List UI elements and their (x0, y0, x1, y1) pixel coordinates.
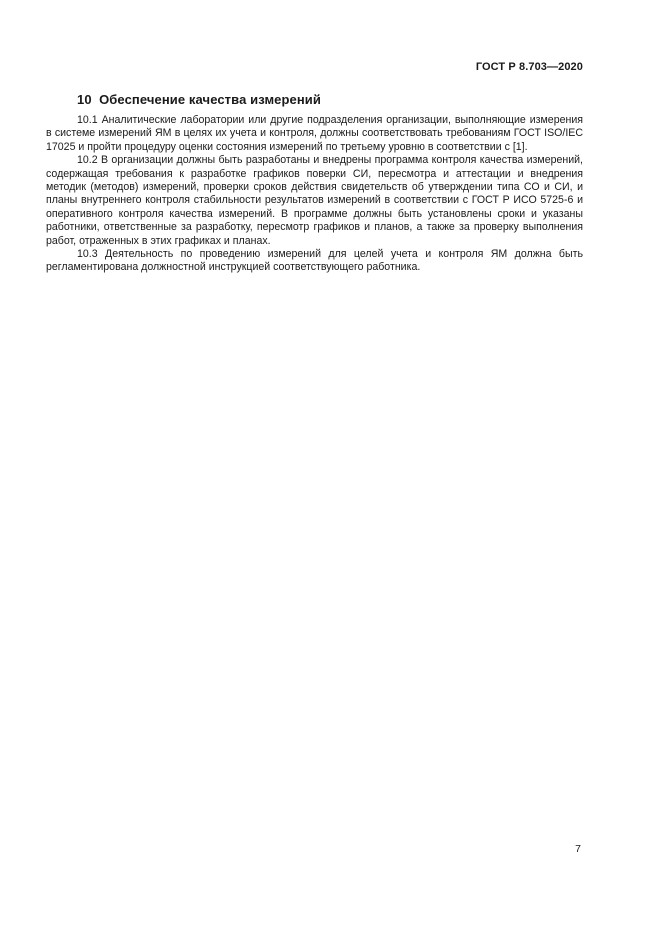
section-body (46, 114, 583, 275)
section-title: 10 Обеспечение качества измерений (77, 92, 321, 107)
paragraph-10-3: 10.3 Деятельность по проведению измерений для целей учета и контроля ЯМ должна быть регламентирована должностной инструкцией соответствующего работника. (46, 248, 583, 274)
page-number: 7 (575, 843, 581, 855)
paragraph-10-2: 10.2 В организации должны быть разработаны и внедрены программа контроля качества измерений, содержащая требования к разработке графиков поверки СИ, пересмотра и аттестации и внедрения методик (методов) измерений, проверки сроков действия свидетельств об утверждении типа СО и СИ, и планы внутреннего контроля стабильности результатов измерений в соответствии с ГОСТ Р ИСО 5725-6 и оперативного контроля качества измерений. В программе должны быть установлены сроки и указаны работники, ответственные за разработку, пересмотр графиков и планов, а также за проверку выполнения работ, отраженных в этих графиках и планах. (46, 154, 583, 247)
document-code-header: ГОСТ Р 8.703—2020 (475, 61, 583, 73)
paragraph-10-1: 10.1 Аналитические лаборатории или другие подразделения организации, выполняющие измерения в системе измерений ЯМ в целях их учета и контроля, должны соответствовать требованиям ГОСТ ISO/IEC 17025 и пройти процедуру оценки состояния измерений по третьему уровню в соответствии с [1]. (46, 114, 583, 153)
